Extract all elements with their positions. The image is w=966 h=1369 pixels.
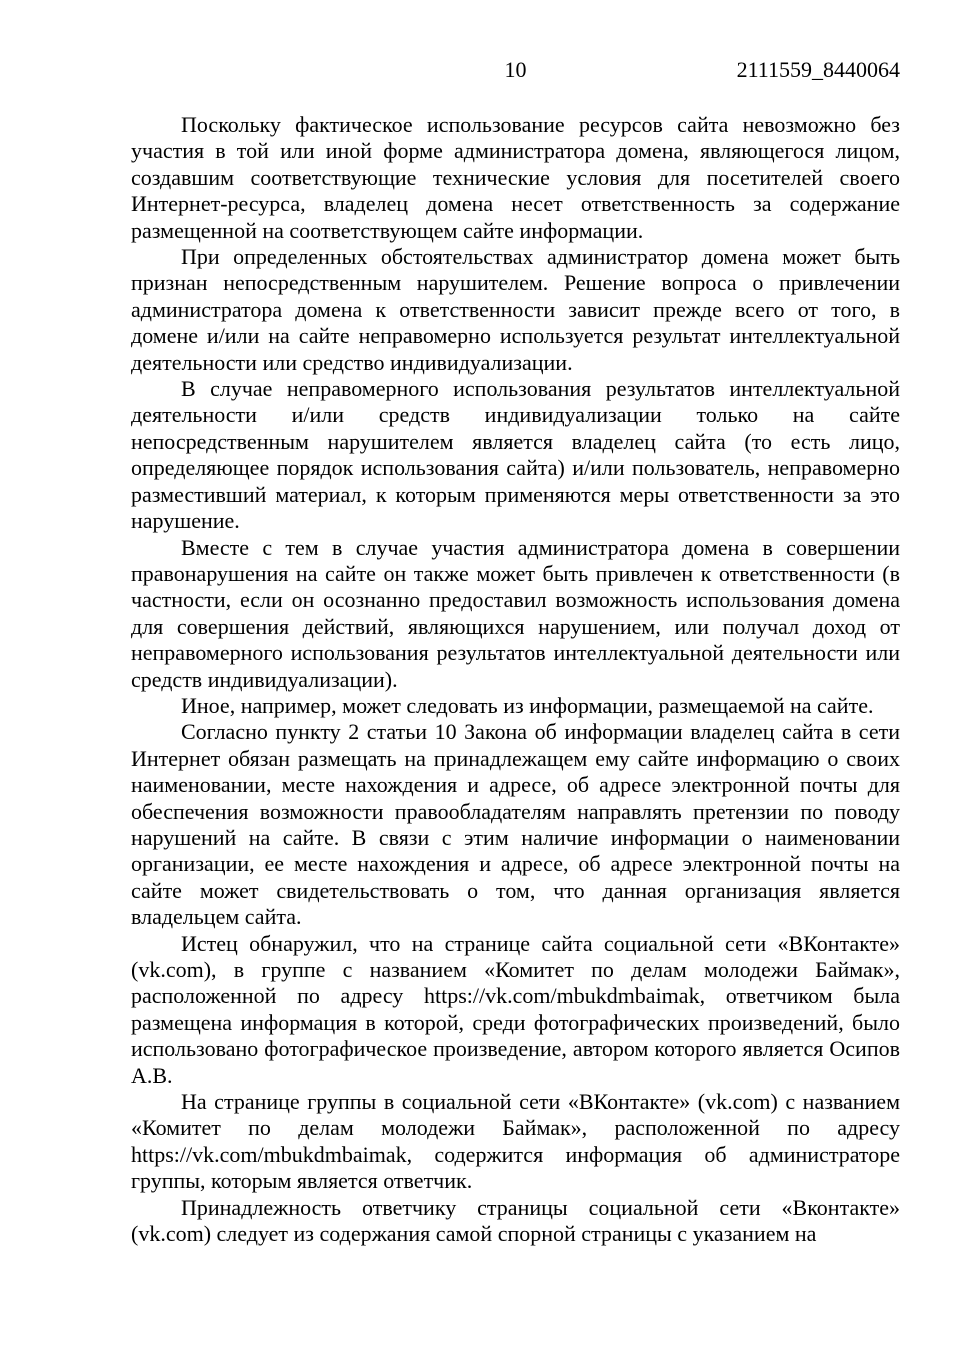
- paragraph-admin-direct-infringer: При определенных обстоятельствах администратор домена может быть признан непосредственным нарушителем. Решение вопроса о привлечении администратора домена к ответственности зависит прежде всего от того, в домене и/или на сайте неправомерно используется результат интеллектуальной деятельности или средство индивидуализации.: [131, 244, 900, 375]
- paragraph-page-ownership: Принадлежность ответчику страницы социальной сети «Вконтакте» (vk.com) следует из содержания самой спорной страницы с указанием на: [131, 1194, 900, 1247]
- paragraph-domain-owner-responsibility: Поскольку фактическое использование ресурсов сайта невозможно без участия в той или иной форме администратора домена, являющегося лицом, создавшим соответствующие технические условия для посетителей своего Интернет-ресурса, владелец домена несет ответственность за содержание размещенной на соответствующем сайте информации.: [131, 112, 900, 243]
- paragraph-group-admin-info: На странице группы в социальной сети «ВКонтакте» (vk.com) с названием «Комитет по делам молодежи Баймак», расположенной по адресу https://vk.com/mbukdmbaimak, содержится информация об администраторе группы, которым является ответчик.: [131, 1089, 900, 1194]
- document-body: [131, 112, 900, 1247]
- page-number: 10: [504, 57, 527, 82]
- paragraph-other-information: Иное, например, может следовать из информации, размещаемой на сайте.: [181, 692, 874, 718]
- paragraph-admin-participation-liability: Вместе с тем в случае участия администратора домена в совершении правонарушения на сайте он также может быть привлечен к ответственности (в частности, если он осознанно предоставил возможность использования домена для совершения действий, являющихся нарушением, или получал доход от неправомерного использования результатов интеллектуальной деятельности или средств индивидуализации).: [131, 534, 900, 692]
- paragraph-law-article-10: Согласно пункту 2 статьи 10 Закона об информации владелец сайта в сети Интернет обязан размещать на принадлежащем ему сайте информацию о своих наименовании, месте нахождения и адресе, об адресе электронной почты для обеспечения возможности правообладателям направлять претензии по поводу нарушений на сайте. В связи с этим наличие информации о наименовании организации, ее месте нахождения и адресе, об адресе электронной почты на сайте может свидетельствовать о том, что данная организация является владельцем сайта.: [131, 719, 900, 930]
- page-header: [131, 56, 900, 83]
- document-id: 2111559_8440064: [736, 57, 900, 82]
- paragraph-site-owner-infringer: В случае неправомерного использования результатов интеллектуальной деятельности и/или средств индивидуализации только на сайте непосредственным нарушителем является владелец сайта (то есть лицо, определяющее порядок использования сайта) и/или пользователь, неправомерно разместивший материал, к которым применяются меры ответственности за это нарушение.: [131, 376, 900, 534]
- paragraph-plaintiff-discovery: Истец обнаружил, что на странице сайта социальной сети «ВКонтакте» (vk.com), в группе с названием «Комитет по делам молодежи Баймак», расположенной по адресу https://vk.com/mbukdmbaimak, ответчиком была размещена информация в которой, среди фотографических произведений, было использовано фотографическое произведение, автором которого является Осипов А.В.: [131, 930, 900, 1088]
